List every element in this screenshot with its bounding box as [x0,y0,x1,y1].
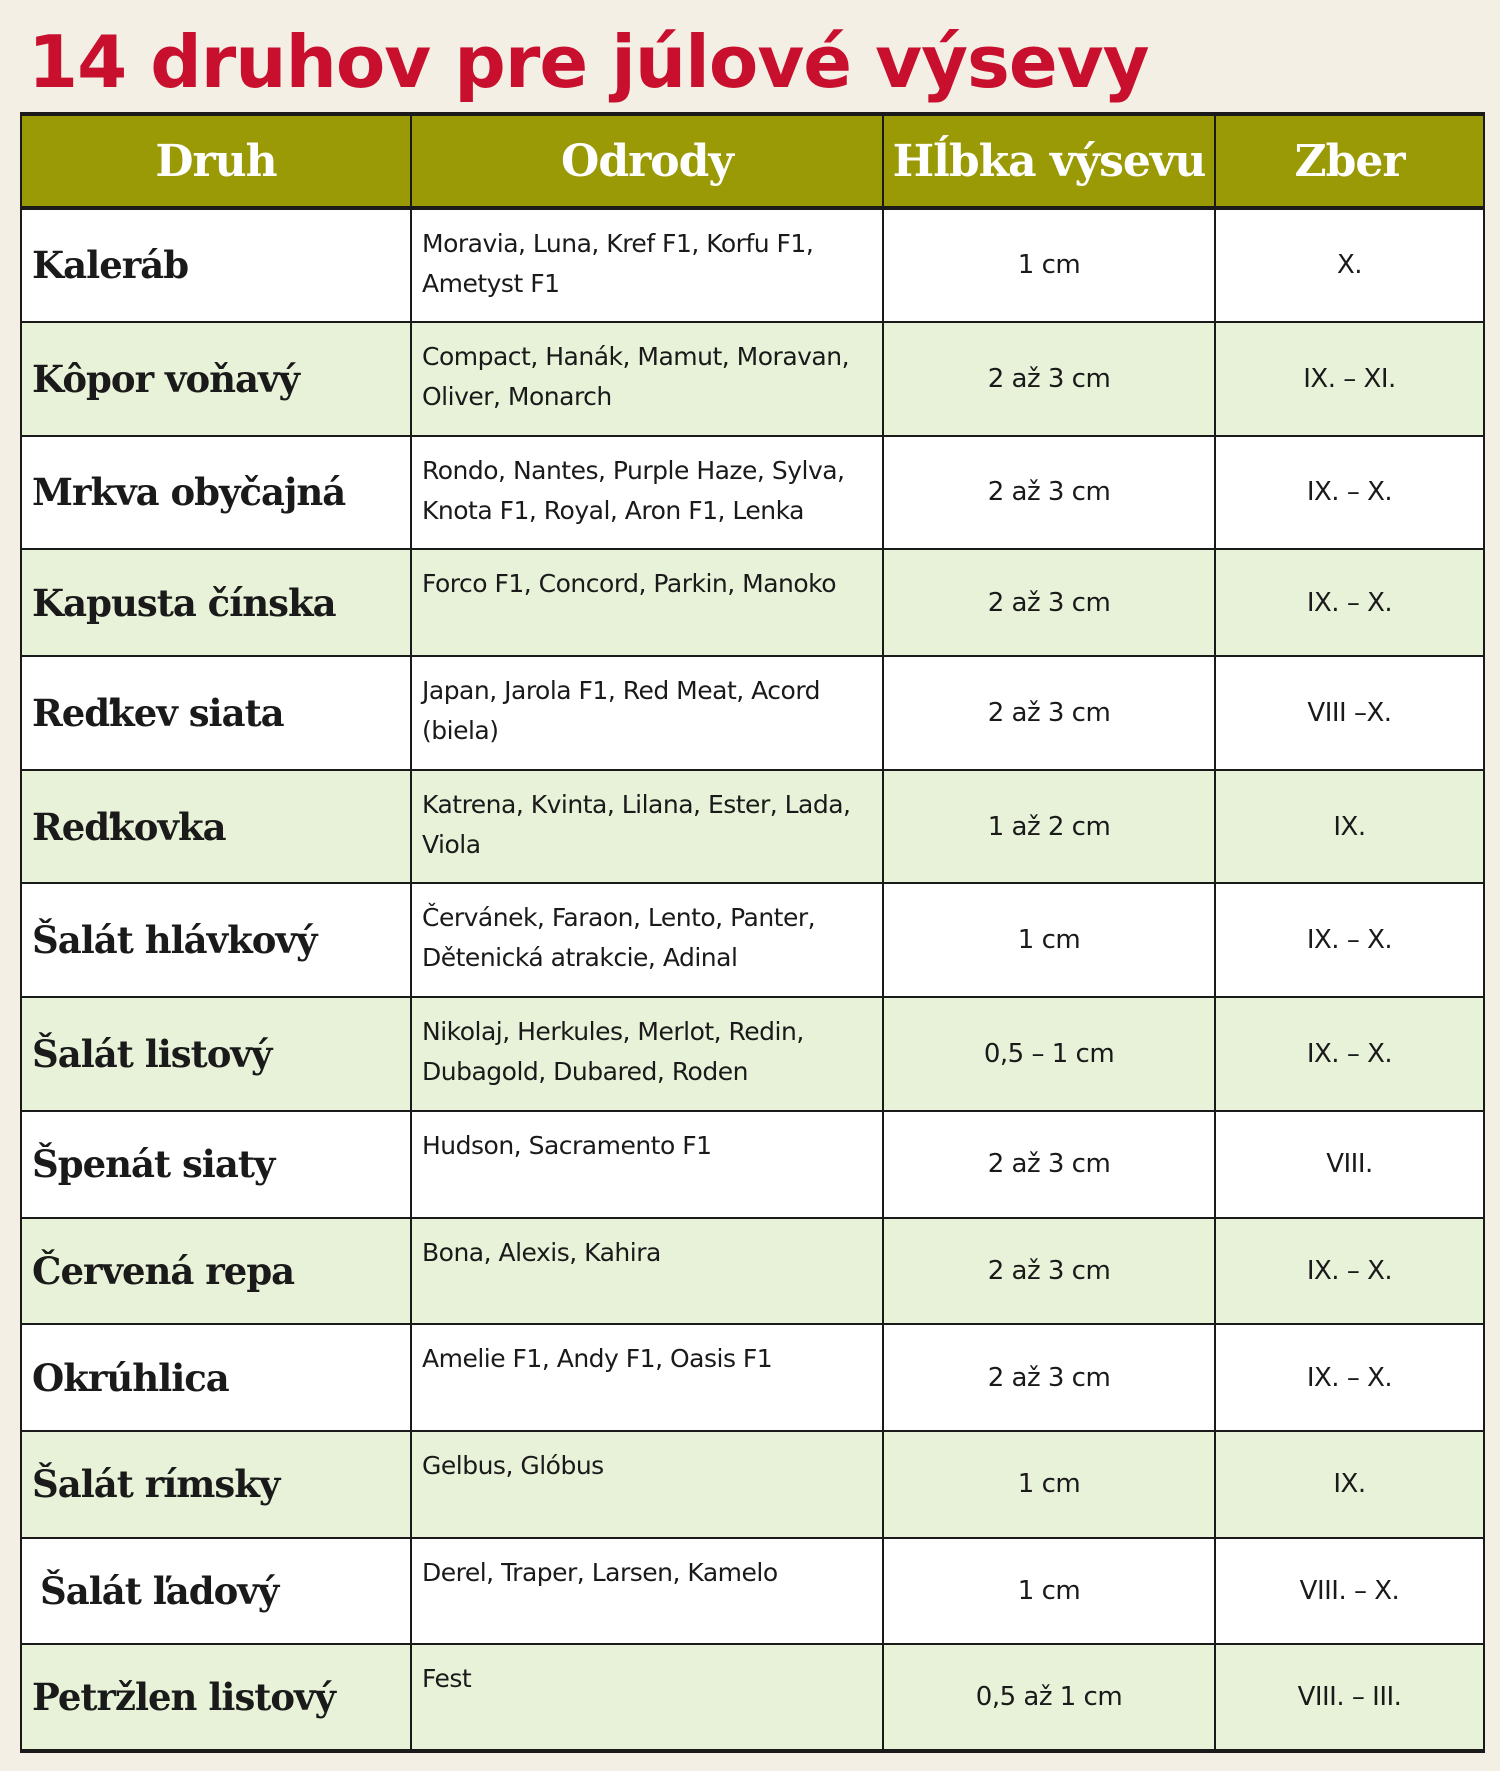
cell-zber: VIII –X. [1215,656,1484,770]
cell-odrody: Nikolaj, Herkules, Merlot, Redin, Dubagold, Dubared, Roden [411,997,883,1111]
table-row [21,1324,1484,1431]
column-header-zber: Zber [1215,114,1484,208]
cell-odrody: Amelie F1, Andy F1, Oasis F1 [411,1324,883,1431]
table-row [21,549,1484,656]
cell-zber: IX. – X. [1215,997,1484,1111]
column-header-odrody: Odrody [411,114,883,208]
table-row [21,1111,1484,1218]
cell-zber: VIII. [1215,1111,1484,1218]
cell-zber: X. [1215,208,1484,322]
cell-druh: Šalát listový [21,997,411,1111]
cell-druh: Reďkev siata [21,656,411,770]
table-row [21,1538,1484,1645]
cell-hlbka: 2 až 3 cm [883,656,1215,770]
cell-zber: VIII. – III. [1215,1644,1484,1751]
cell-hlbka: 1 cm [883,883,1215,997]
cell-hlbka: 1 až 2 cm [883,770,1215,884]
page-title: 14 druhov pre júlové výsevy [28,20,1149,104]
cell-hlbka: 1 cm [883,1431,1215,1538]
cell-druh: Kaleráb [21,208,411,322]
cell-druh: Šalát ľadový [21,1538,411,1645]
table-row [21,1644,1484,1751]
cell-druh: Reďkovka [21,770,411,884]
table-row [21,1431,1484,1538]
table-header-row [21,114,1484,208]
cell-odrody: Rondo, Nantes, Purple Haze, Sylva, Knota F1, Royal, Aron F1, Lenka [411,436,883,550]
cell-hlbka: 0,5 – 1 cm [883,997,1215,1111]
table-row [21,770,1484,884]
cell-hlbka: 2 až 3 cm [883,1111,1215,1218]
cell-zber: IX. – X. [1215,436,1484,550]
cell-odrody: Derel, Traper, Larsen, Kamelo [411,1538,883,1645]
sowing-table [20,112,1485,1753]
cell-odrody: Moravia, Luna, Kref F1, Korfu F1, Ametyst F1 [411,208,883,322]
cell-odrody: Compact, Hanák, Mamut, Moravan, Oliver, Monarch [411,322,883,436]
cell-odrody: Japan, Jarola F1, Red Meat, Acord (biela) [411,656,883,770]
table-row [21,322,1484,436]
column-header-hlbka: Hĺbka výsevu [883,114,1215,208]
cell-hlbka: 1 cm [883,1538,1215,1645]
cell-druh: Mrkva obyčajná [21,436,411,550]
table-row [21,997,1484,1111]
table-row [21,208,1484,322]
cell-odrody: Forco F1, Concord, Parkin, Manoko [411,549,883,656]
cell-odrody: Gelbus, Glóbus [411,1431,883,1538]
cell-druh: Petržlen listový [21,1644,411,1751]
table-row [21,883,1484,997]
cell-druh: Okrúhlica [21,1324,411,1431]
table-row [21,656,1484,770]
cell-zber: VIII. – X. [1215,1538,1484,1645]
cell-hlbka: 2 až 3 cm [883,436,1215,550]
cell-druh: Šalát rímsky [21,1431,411,1538]
cell-hlbka: 2 až 3 cm [883,1324,1215,1431]
cell-hlbka: 0,5 až 1 cm [883,1644,1215,1751]
cell-odrody: Fest [411,1644,883,1751]
cell-druh: Kôpor voňavý [21,322,411,436]
cell-odrody: Červánek, Faraon, Lento, Panter, Dětenická atrakcie, Adinal [411,883,883,997]
cell-zber: IX. [1215,1431,1484,1538]
cell-zber: IX. – XI. [1215,322,1484,436]
cell-druh: Kapusta čínska [21,549,411,656]
cell-hlbka: 2 až 3 cm [883,1218,1215,1325]
cell-odrody: Hudson, Sacramento F1 [411,1111,883,1218]
column-header-druh: Druh [21,114,411,208]
cell-zber: IX. – X. [1215,1324,1484,1431]
cell-hlbka: 2 až 3 cm [883,549,1215,656]
cell-odrody: Katrena, Kvinta, Lilana, Ester, Lada, Viola [411,770,883,884]
cell-hlbka: 1 cm [883,208,1215,322]
cell-hlbka: 2 až 3 cm [883,322,1215,436]
table-row [21,436,1484,550]
cell-druh: Špenát siaty [21,1111,411,1218]
cell-odrody: Bona, Alexis, Kahira [411,1218,883,1325]
cell-zber: IX. – X. [1215,549,1484,656]
cell-zber: IX. – X. [1215,1218,1484,1325]
cell-druh: Červená repa [21,1218,411,1325]
cell-zber: IX. [1215,770,1484,884]
table-row [21,1218,1484,1325]
cell-druh: Šalát hlávkový [21,883,411,997]
cell-zber: IX. – X. [1215,883,1484,997]
